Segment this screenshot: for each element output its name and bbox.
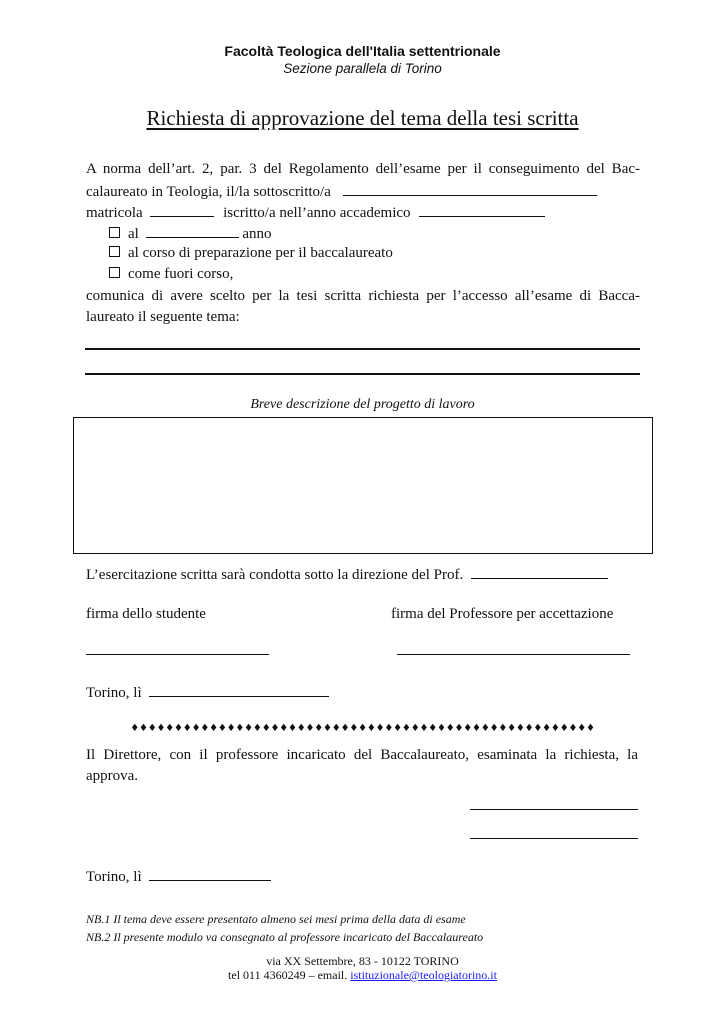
director-signature-line[interactable] — [470, 809, 638, 810]
checkbox-year[interactable] — [109, 227, 120, 238]
student-signature-label: firma dello studente — [86, 606, 206, 622]
option-preparation-label: al corso di preparazione per il baccalaureato — [128, 245, 393, 261]
checkbox-preparation[interactable] — [109, 246, 120, 257]
diamond-separator: ♦♦♦♦♦♦♦♦♦♦♦♦♦♦♦♦♦♦♦♦♦♦♦♦♦♦♦♦♦♦♦♦♦♦♦♦♦♦♦♦♦♦♦♦♦♦♦♦♦♦♦♦♦ — [130, 723, 595, 734]
institution-name: Facoltà Teologica dell'Italia settentrionale — [224, 43, 501, 59]
academic-year-field[interactable] — [419, 201, 545, 217]
option-preparation — [109, 243, 393, 264]
intro-line-2-text: calaureato in Teologia, il/la sottoscritto/a — [86, 184, 331, 200]
matricola-row — [86, 201, 545, 224]
description-box[interactable] — [73, 417, 653, 554]
approval-line-1: Il Direttore, con il professore incaricato del Baccalaureato, esaminata la richiesta, la — [86, 747, 638, 763]
matricola-label: matricola — [86, 205, 143, 221]
option-year-suffix: anno — [242, 226, 272, 242]
iscritto-label: iscritto/a nell’anno accademico — [223, 205, 411, 221]
description-caption: Breve descrizione del progetto di lavoro — [250, 397, 475, 412]
note-1: NB.1 Il tema deve essere presentato almeno sei mesi prima della data di esame — [86, 912, 466, 926]
option-fuori-corso-label: come fuori corso, — [128, 266, 234, 282]
intro-line-2 — [86, 180, 640, 203]
document-title: Richiesta di approvazione del tema della tesi scritta — [146, 106, 579, 130]
checkbox-fuori-corso[interactable] — [109, 267, 120, 278]
footer-contact — [0, 968, 725, 983]
footer-email-link[interactable]: istituzionale@teologiatorino.it — [350, 968, 497, 982]
student-name-field[interactable] — [343, 180, 597, 196]
date-field-1[interactable] — [149, 681, 329, 697]
student-signature-line[interactable] — [86, 654, 269, 655]
incaricato-signature-line[interactable] — [470, 838, 638, 839]
communication-line-2: laureato il seguente tema: — [86, 309, 240, 325]
footer-phone: tel 011 4360249 – email. — [228, 968, 348, 982]
matricola-field[interactable] — [150, 201, 214, 217]
professor-signature-line[interactable] — [397, 654, 630, 655]
place-date-label-1: Torino, lì — [86, 685, 142, 701]
option-year — [109, 222, 272, 245]
topic-line-1[interactable] — [85, 348, 640, 350]
footer-address: via XX Settembre, 83 - 10122 TORINO — [266, 954, 459, 968]
communication-line-1: comunica di avere scelto per la tesi scritta richiesta per l’accesso all’esame di Bacca- — [86, 288, 640, 304]
option-fuori-corso — [109, 264, 233, 285]
place-date-label-2: Torino, lì — [86, 869, 142, 885]
year-field[interactable] — [146, 222, 239, 238]
professor-name-field[interactable] — [471, 563, 608, 579]
intro-line-1: A norma dell’art. 2, par. 3 del Regolamento dell’esame per il conseguimento del Bac- — [86, 161, 640, 177]
place-date-row-1 — [86, 681, 329, 704]
direction-row — [86, 563, 608, 586]
direction-text: L’esercitazione scritta sarà condotta sotto la direzione del Prof. — [86, 567, 464, 583]
date-field-2[interactable] — [149, 865, 271, 881]
professor-signature-label: firma del Professore per accettazione — [391, 606, 614, 622]
option-year-label: al — [128, 226, 139, 242]
topic-line-2[interactable] — [85, 373, 640, 375]
approval-line-2: approva. — [86, 768, 139, 784]
section-name: Sezione parallela di Torino — [283, 61, 442, 76]
place-date-row-2 — [86, 865, 271, 888]
note-2: NB.2 Il presente modulo va consegnato al professore incaricato del Baccalaureato — [86, 930, 484, 944]
